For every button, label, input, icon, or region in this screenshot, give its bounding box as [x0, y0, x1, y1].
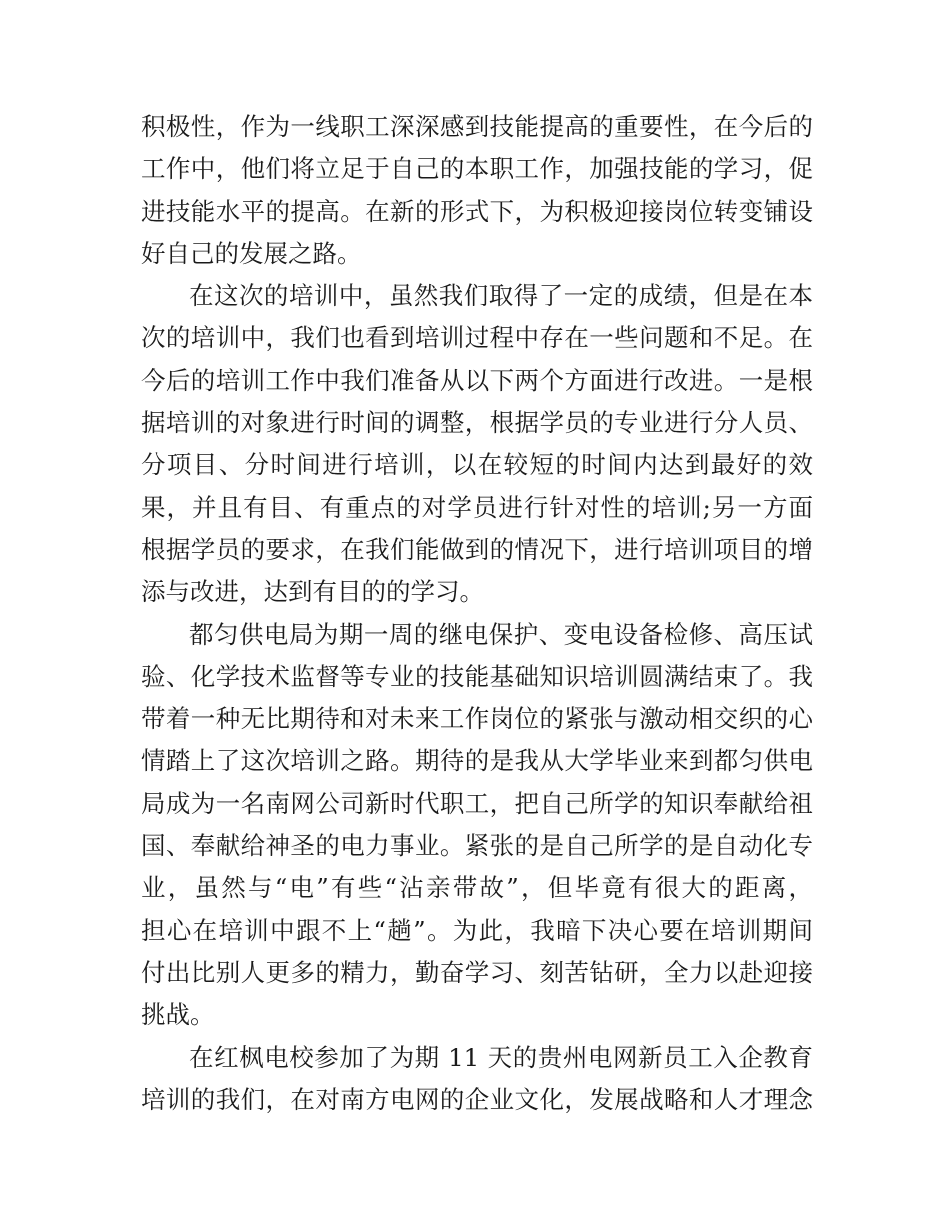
text-line: 据培训的对象进行时间的调整，根据学员的专业进行分人员、 — [141, 408, 813, 438]
text-line: 工作中，他们将立足于自己的本职工作，加强技能的学习，促 — [141, 154, 813, 184]
text-line: 业，虽然与“电”有些“沾亲带故”，但毕竟有很大的距离， — [141, 873, 813, 903]
text-line: 果，并且有目、有重点的对学员进行针对性的培训;另一方面 — [141, 492, 813, 522]
text-line: 挑战。 — [141, 1000, 215, 1030]
text-line: 国、奉献给神圣的电力事业。紧张的是自己所学的是自动化专 — [141, 831, 813, 861]
text-line: 积极性，作为一线职工深深感到技能提高的重要性，在今后的 — [141, 112, 813, 141]
text-line: 担心在培训中跟不上“趟”。为此，我暗下决心要在培训期间 — [141, 915, 813, 945]
text-line: 付出比别人更多的精力，勤奋学习、刻苦钻研，全力以赴迎接 — [141, 957, 813, 987]
body-text — [141, 106, 813, 1121]
text-line: 根据学员的要求，在我们能做到的情况下，进行培训项目的增 — [141, 534, 813, 564]
text-line: 带着一种无比期待和对未来工作岗位的紧张与激动相交织的心 — [141, 704, 813, 734]
text-line: 局成为一名南网公司新时代职工，把自己所学的知识奉献给祖 — [141, 788, 813, 818]
text-line: 验、化学技术监督等专业的技能基础知识培训圆满结束了。我 — [141, 661, 813, 691]
text-line: 在红枫电校参加了为期 11 天的贵州电网新员工入企教育 — [189, 1042, 813, 1072]
text-line: 进技能水平的提高。在新的形式下，为积极迎接岗位转变铺设 — [141, 196, 813, 226]
text-line: 都匀供电局为期一周的继电保护、变电设备检修、高压试 — [189, 619, 813, 649]
text-line: 今后的培训工作中我们准备从以下两个方面进行改进。一是根 — [141, 365, 813, 395]
text-line: 分项目、分时间进行培训，以在较短的时间内达到最好的效 — [141, 450, 813, 480]
text-line: 在这次的培训中，虽然我们取得了一定的成绩，但是在本 — [189, 281, 813, 311]
text-line: 添与改进，达到有目的的学习。 — [141, 577, 484, 607]
text-line: 培训的我们，在对南方电网的企业文化，发展战略和人才理念 — [141, 1084, 813, 1114]
text-line: 情踏上了这次培训之路。期待的是我从大学毕业来到都匀供电 — [141, 746, 813, 776]
text-line: 好自己的发展之路。 — [141, 238, 362, 268]
text-line: 次的培训中，我们也看到培训过程中存在一些问题和不足。在 — [141, 323, 813, 353]
